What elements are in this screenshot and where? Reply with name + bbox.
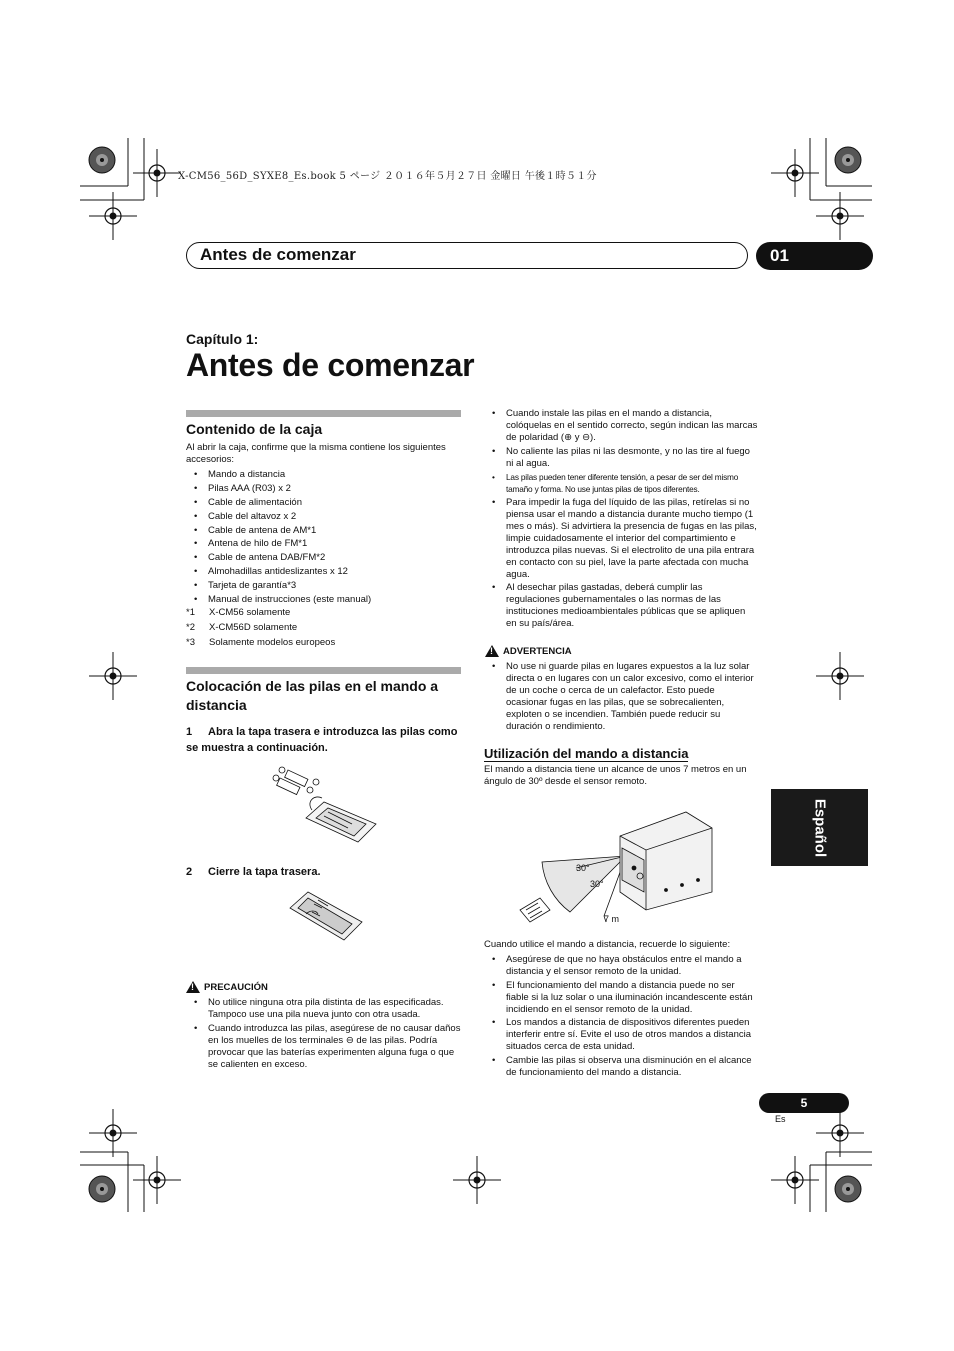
contents-intro: Al abrir la caja, confirme que la misma contiene los siguientes accesorios: bbox=[186, 442, 446, 465]
caution-list bbox=[186, 997, 461, 1072]
warning-triangle-icon bbox=[485, 645, 499, 657]
book-info: X-CM56_56D_SYXE8_Es.book 5 ページ ２０１６年５月２７日 金曜日 午後１時５１分 bbox=[178, 171, 597, 182]
list-item: • No utilice ninguna otra pila distinta de las especificadas. Tampoco use una pila nueva junto con otra usada. bbox=[186, 997, 461, 1021]
list-item: • Cable de alimentación bbox=[186, 497, 456, 509]
remote-back-cover-illustration bbox=[286, 888, 366, 944]
list-item: • Los mandos a distancia de dispositivos diferentes pueden interferir entre sí. Evite el uso de otros mandos a distancia situados cerca de esta unidad. bbox=[484, 1017, 758, 1053]
footnotes bbox=[186, 607, 456, 649]
step-1: 1 Abra la tapa trasera e introduzca las pilas como se muestra a continuación. bbox=[186, 726, 458, 754]
remote-use-heading: Utilización del mando a distancia bbox=[484, 746, 689, 761]
list-item: • No caliente las pilas ni las desmonte, y no las tire al fuego ni al agua. bbox=[484, 446, 758, 470]
caution-header: ! PRECAUCIÓN bbox=[186, 981, 268, 993]
chapter-title: Antes de comenzar bbox=[186, 347, 475, 383]
list-item: • Para impedir la fuga del líquido de las pilas, retírelas si no piensa usar el mando a distancia durante mucho tiempo (1 mes o más). Si advirtiera la presencia de fugas en las pilas, limpie cuidadosamente el interior del compartimiento e introduzca pilas nuevas. Si el electrolito de una pila entrara en contacto con su piel, lave la parte afectada con mucha agua. bbox=[484, 497, 758, 581]
distance-label: 7 m bbox=[604, 914, 620, 924]
language-tab bbox=[771, 789, 868, 866]
list-item: • Al desechar pilas gastadas, deberá cumplir las regulaciones gubernamentales o las normas de las instituciones medioambientales públicas que se apliquen en su país/área. bbox=[484, 582, 758, 630]
list-item: • Manual de instrucciones (este manual) bbox=[186, 594, 456, 606]
warning-triangle-icon bbox=[186, 981, 200, 993]
footnote: *1 X-CM56 solamente bbox=[186, 607, 291, 618]
chapter-label: Capítulo 1: bbox=[186, 331, 259, 347]
list-item: • Antena de hilo de FM*1 bbox=[186, 538, 456, 550]
section-divider bbox=[186, 410, 461, 417]
remote-use-heading-wrap bbox=[484, 745, 688, 763]
section-divider bbox=[186, 667, 461, 674]
list-item: • Pilas AAA (R03) x 2 bbox=[186, 483, 456, 495]
list-item: • Tarjeta de garantía*3 bbox=[186, 580, 456, 592]
angle-top-label: 30° bbox=[576, 863, 590, 873]
remote-use-list bbox=[484, 954, 758, 1080]
list-item: • El funcionamiento del mando a distancia puede no ser fiable si la luz solar o una iluminación incandescente están incidiendo en el sensor remoto de la unidad. bbox=[484, 980, 758, 1016]
step-2: 2 Cierre la tapa trasera. bbox=[186, 866, 321, 878]
list-item: • Cuando introduzca las pilas, asegúrese de no causar daños en los muelles de los terminales ⊖ de las pilas. Podría provocar que las baterías experimenten alguna fuga o que se calienten en exceso. bbox=[186, 1023, 461, 1071]
remote-use-recall: Cuando utilice el mando a distancia, recuerde lo siguiente: bbox=[484, 939, 731, 950]
battery-insertion-illustration bbox=[268, 766, 380, 848]
header-title: Antes de comenzar bbox=[200, 245, 356, 264]
remote-range-diagram bbox=[516, 806, 722, 930]
list-item: • Cuando instale las pilas en el mando a distancia, colóquelas en el sentido correcto, según indican las marcas de polaridad (⊕ y ⊖). bbox=[484, 408, 758, 444]
remote-use-intro: El mando a distancia tiene un alcance de unos 7 metros en un ángulo de 30º desde el sensor remoto. bbox=[484, 764, 747, 787]
list-item: • No use ni guarde pilas en lugares expuestos a la luz solar directa o en lugares con un calor excesivo, como el interior de un coche o cerca de un calefactor. Esto puede ocasionar fugas en las pilas, que se sobrecalienten, exploten o se incendien. También puede reducir su duración o rendimiento. bbox=[484, 661, 758, 733]
page-number: 5 bbox=[759, 1093, 849, 1113]
battery-notes-list bbox=[484, 408, 758, 632]
footnote: *3 Solamente modelos europeos bbox=[186, 637, 336, 648]
accessories-list bbox=[186, 469, 456, 608]
list-item: • Mando a distancia bbox=[186, 469, 456, 481]
list-item: • Cable de antena de AM*1 bbox=[186, 525, 456, 537]
warning-list bbox=[484, 661, 758, 735]
list-item: • Cambie las pilas si observa una disminución en el alcance de funcionamiento del mando a distancia. bbox=[484, 1055, 758, 1079]
batteries-heading: Colocación de las pilas en el mando a distancia bbox=[186, 678, 439, 713]
list-item: • Las pilas pueden tener diferente tensión, a pesar de ser del mismo tamaño y forma. No use juntas pilas de tipos diferentes. bbox=[484, 471, 758, 495]
angle-bottom-label: 30° bbox=[590, 879, 604, 889]
page-language: Es bbox=[775, 1114, 786, 1124]
language-tab-label: Español bbox=[811, 798, 828, 857]
list-item: • Asegúrese de que no haya obstáculos entre el mando a distancia y el sensor remoto de la unidad. bbox=[484, 954, 758, 978]
warning-header: ! ADVERTENCIA bbox=[485, 645, 572, 657]
list-item: • Cable de antena DAB/FM*2 bbox=[186, 552, 456, 564]
list-item: • Cable del altavoz x 2 bbox=[186, 511, 456, 523]
contents-heading: Contenido de la caja bbox=[186, 421, 323, 437]
chapter-number-badge: 01 bbox=[756, 242, 873, 270]
footnote: *2 X-CM56D solamente bbox=[186, 622, 298, 633]
list-item: • Almohadillas antideslizantes x 12 bbox=[186, 566, 456, 578]
